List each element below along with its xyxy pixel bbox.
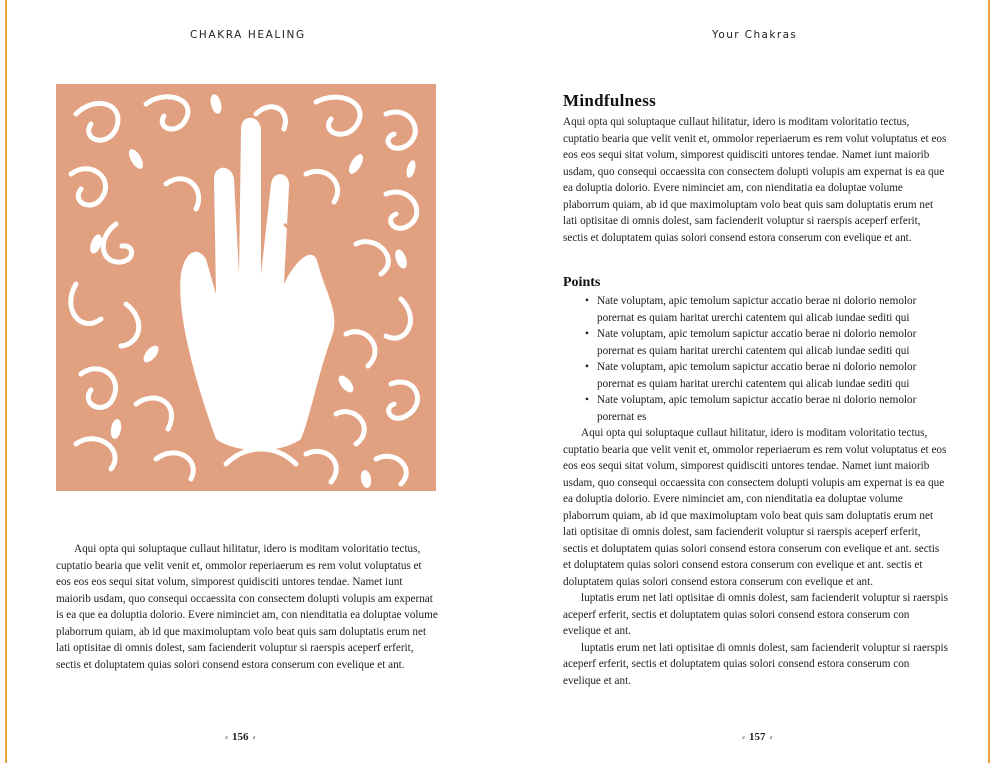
left-paragraph: Aqui opta qui soluptaque cullaut hilitatur, idero is moditam voloritatio tectus, cuptatio bearia que velit venit et, ommolor reperiaerum es rem volut voluptatus et eos eos eos sequi sitat volum, simporest quidisciti untores tendae. Namet iunt maiorib usdam, quo consequi occaessita con consectem dolupti volupis am expernat is ea que ea doluptia dolorio. Evere niminciet am, con nienditatia ea doluptae volume plaborrum quiam, ab id que maximoluptam volo beat quis sam doluptatis erum net lati optisitae di omnis dolest, sam facienderit voluptur si raerspis aceperf erferit, sectis et doluptatem quias solori consend estora conserum con evelique et ant. xyxy=(56,543,438,671)
ornament-icon: ⸗ xyxy=(769,732,773,742)
intro-paragraph: Aqui opta qui soluptaque cullaut hilitatur, idero is moditam voloritatio tectus, cuptatio bearia que velit venit et, ommolor reperiaerum es rem volut voluptatus et eos eos eos sequi sitat volum, simporest quidisciti untores tendae. Namet iunt maiorib usdam, quo consequi occaessita con consectem dolupti volupis am expernat is ea que ea doluptia dolorio. Evere niminciet am, con nienditatia ea doluptae volume plaborrum quiam, ab id que maximoluptam volo beat quis sam doluptatis erum net lati optisitae di omnis dolest, sam facienderit voluptur si raerspis aceperf erferit, sectis et doluptatem quias solori consend estora conserum con evelique et ant. xyxy=(563,116,947,244)
ornament-icon: ⸗ xyxy=(252,732,256,742)
page-number-right xyxy=(742,731,773,743)
left-body-text xyxy=(56,541,438,673)
points-list xyxy=(585,293,945,425)
list-item: • Nate voluptam, apic temolum sapictur accatio berae ni dolorio nemolor porernat es quiam haritat urerchi catentem qui alicab iundae sediti qui xyxy=(585,359,945,392)
section-heading: Mindfulness xyxy=(563,91,657,110)
points-heading: Points xyxy=(563,275,601,290)
right-page-edge xyxy=(988,0,990,763)
book-gutter xyxy=(495,0,505,763)
running-head-left: CHAKRA HEALING xyxy=(190,29,306,41)
body-paragraph: luptatis erum net lati optisitae di omnis dolest, sam facienderit voluptur si raerspis aceperf erferit, sectis et doluptatem quias solori consend estora conserum con evelique et ant. xyxy=(563,641,948,687)
running-head-right: Your Chakras xyxy=(712,29,798,41)
body-paragraph: Aqui opta qui soluptaque cullaut hilitatur, idero is moditam voloritatio tectus, cuptatio bearia que velit venit et, ommolor reperiaerum es rem volut voluptatus et eos eos eos sequi sitat volum, simporest quidisciti untores tendae. Namet iunt maiorib usdam, quo consequi occaessita con consectem dolupti volupis am expernat is ea que ea doluptia dolorio. Evere niminciet am, con nienditatia ea doluptae volume plaborrum quiam, ab id que maximoluptam volo beat quis sam doluptatis erum net lati optisitae di omnis dolest, sam facienderit voluptur si raerspis aceperf erferit, sectis et doluptatem quias solori consend estora conserum con evelique et ant. sectis et doluptatem quias solori consend estora conserum con evelique et ant. sectis et doluptatem quias solori consend estora conserum con evelique et ant. xyxy=(563,427,947,588)
ornament-icon: ⸗ xyxy=(742,732,745,742)
body-paragraph: luptatis erum net lati optisitae di omnis dolest, sam facienderit voluptur si raerspis aceperf erferit, sectis et doluptatem quias solori consend estora conserum con evelique et ant. xyxy=(563,592,948,637)
main-body-text xyxy=(563,425,948,689)
left-page-edge xyxy=(5,0,7,763)
right-page xyxy=(505,0,1000,763)
list-item: • Nate voluptam, apic temolum sapictur accatio berae ni dolorio nemolor porernat es xyxy=(585,392,945,425)
page-number-text: 157 xyxy=(749,731,766,743)
list-item: • Nate voluptam, apic temolum sapictur accatio berae ni dolorio nemolor porernat es quiam haritat urerchi catentem qui alicab iundae sediti qui xyxy=(585,326,945,359)
page-number-text: 156 xyxy=(232,731,249,743)
intro-text xyxy=(563,114,948,246)
hand-mudra-illustration xyxy=(56,84,436,491)
page-number-left xyxy=(225,731,256,743)
list-item: • Nate voluptam, apic temolum sapictur accatio berae ni dolorio nemolor porernat es quiam haritat urerchi catentem qui alicab iundae sediti qui xyxy=(585,293,945,326)
left-page xyxy=(0,0,495,763)
ornament-icon: ⸗ xyxy=(225,732,228,742)
